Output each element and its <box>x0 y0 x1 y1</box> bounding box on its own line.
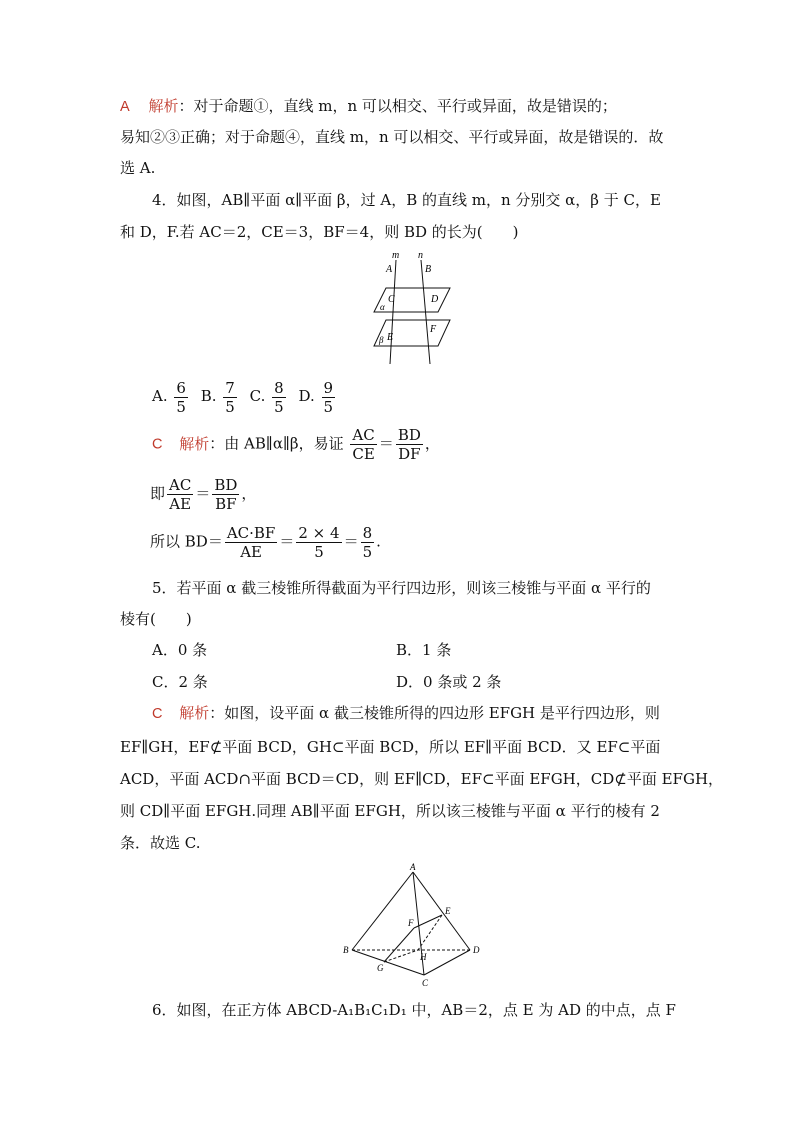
q5-option-b: B．1 条 <box>396 641 452 659</box>
q3-solution-line3: 选 A. <box>120 159 156 177</box>
edge-AD <box>413 872 470 950</box>
q3-solution-line2: 易知②③正确；对于命题④，直线 m，n 可以相交、平行或异面，故是错误的．故 <box>120 128 664 146</box>
q5-solution-line3: ACD，平面 ACD∩平面 BCD＝CD，则 EF∥CD，EF⊂平面 EFGH，CD⊄平面 EFGH， <box>120 770 724 788</box>
q5-solution-text1: ：如图，设平面 α 截三棱锥所得的四边形 EFGH 是平行四边形，则 <box>209 704 660 722</box>
q5-solution-tag: 解析 <box>179 704 210 722</box>
q5-stem-line1: 5．若平面 α 截三棱锥所得截面为平行四边形，则该三棱锥与平面 α 平行的 <box>152 579 651 597</box>
q5-solution-line5: 条．故选 C. <box>120 834 201 852</box>
q5-option-c: C．2 条 <box>152 673 208 691</box>
edge-CD <box>424 950 470 975</box>
q4-step1-frac2: $\frac{BD}{DF}$ <box>397 426 421 463</box>
label-D: D <box>473 945 480 955</box>
q4-solution-tag: 解析 <box>179 434 210 453</box>
label-F: F <box>408 918 414 928</box>
q4-solution-step2: 即 $\frac{AC}{AE}$ ＝ $\frac{BD}{BF}$ ， <box>150 476 257 513</box>
q3-answer-letter: A <box>120 99 130 115</box>
q5-solution-line2: EF∥GH，EF⊄平面 BCD，GH⊂平面 BCD，所以 EF∥平面 BCD．又 EF⊂平面 <box>120 738 661 756</box>
label-A: A <box>386 264 393 275</box>
q4-option-b-letter: B. <box>200 387 217 405</box>
q4-step1-text: ：由 AB∥α∥β，易证 <box>209 434 344 453</box>
label-G: G <box>377 963 384 973</box>
q4-step2-frac2: $\frac{BD}{BF}$ <box>214 476 238 513</box>
q5-option-d: D．0 条或 2 条 <box>396 673 502 691</box>
q6-stem-line1: 6．如图，在正方体 ABCD-A₁B₁C₁D₁ 中，AB＝2，点 E 为 AD 的中点，点 F <box>152 1001 676 1019</box>
q4-stem-line1: 4．如图，AB∥平面 α∥平面 β，过 A，B 的直线 m，n 分别交 α，β 于 C，E <box>152 191 661 209</box>
q5-figure-tetrahedron <box>340 860 490 990</box>
q4-option-d-letter: D. <box>298 387 315 405</box>
q4-figure-parallel-planes <box>368 250 458 365</box>
q5-answer-letter: C <box>152 706 163 722</box>
label-D: D <box>431 294 439 305</box>
label-alpha: α <box>380 302 385 312</box>
q5-option-a: A．0 条 <box>152 641 208 659</box>
label-E: E <box>445 906 451 916</box>
label-B: B <box>425 264 432 275</box>
q4-option-a-frac: $\frac{6}{5}$ <box>176 378 186 416</box>
label-E: E <box>387 332 394 343</box>
q4-step3-frac2: $\frac{2 \times 4}{5}$ <box>298 524 340 561</box>
edge-AB <box>352 872 413 950</box>
q4-answer-letter: C <box>152 436 163 453</box>
q4-solution-step1: C 解析：由 AB∥α∥β，易证 $\frac{AC}{CE}$ ＝ $\frac{BD}{DF}$ ， <box>152 426 440 463</box>
q3-solution-line1 <box>120 96 617 117</box>
q5-solution-line1 <box>152 703 660 724</box>
q4-option-c-frac: $\frac{8}{5}$ <box>274 378 284 416</box>
label-n: n <box>418 250 423 261</box>
edge-BC <box>352 950 424 975</box>
q4-step2-frac1: $\frac{AC}{AE}$ <box>169 476 192 513</box>
plane-alpha <box>374 288 450 312</box>
label-B: B <box>343 945 349 955</box>
q3-solution-text1: ：对于命题①，直线 m，n 可以相交、平行或异面，故是错误的； <box>178 97 617 115</box>
q4-step3-frac3: $\frac{8}{5}$ <box>362 524 373 561</box>
label-C: C <box>422 978 429 988</box>
label-H: H <box>420 952 427 962</box>
q4-option-c-letter: C. <box>249 387 266 405</box>
q5-solution-line4: 则 CD∥平面 EFGH.同理 AB∥平面 EFGH，所以该三棱锥与平面 α 平行的棱有 2 <box>120 802 660 820</box>
label-m: m <box>392 250 400 261</box>
q5-stem-line2: 棱有( ) <box>120 610 192 628</box>
label-C: C <box>388 294 395 305</box>
q4-solution-step3: 所以 BD＝ $\frac{AC\cdot BF}{AE}$ ＝ $\frac{2 \times 4}{5}$ ＝ $\frac{8}{5}$ . <box>150 524 381 561</box>
q4-options <box>152 376 337 416</box>
label-A: A <box>410 862 416 872</box>
plane-beta <box>374 320 450 346</box>
q4-step1-frac1: $\frac{AC}{CE}$ <box>352 426 375 463</box>
q4-option-d-frac: $\frac{9}{5}$ <box>323 378 334 416</box>
q4-option-a-letter: A. <box>152 387 168 405</box>
q4-stem-line2: 和 D，F.若 AC＝2，CE＝3，BF＝4，则 BD 的长为( ) <box>120 223 519 241</box>
label-F: F <box>430 324 437 335</box>
q4-step3-frac1: $\frac{AC\cdot BF}{AE}$ <box>226 524 276 561</box>
q4-option-b-frac: $\frac{7}{5}$ <box>225 378 235 416</box>
label-beta: β <box>379 335 384 345</box>
q3-solution-tag: 解析 <box>148 97 179 115</box>
